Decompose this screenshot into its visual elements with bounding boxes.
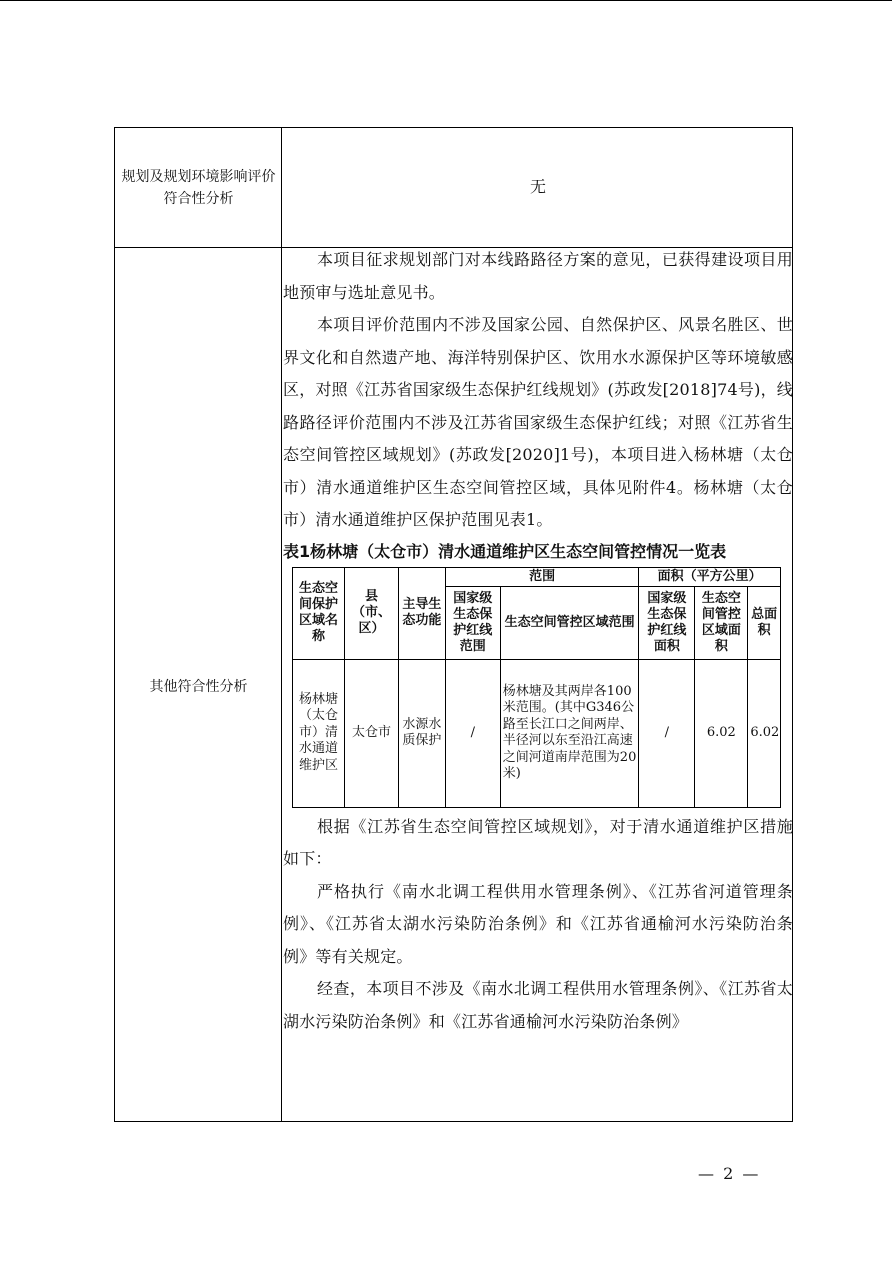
cell-county: 太仓市 xyxy=(344,659,398,807)
table-caption: 表1杨林塘（太仓市）清水通道维护区生态空间管控情况一览表 xyxy=(283,541,727,561)
header-total-area: 总面积 xyxy=(748,586,781,659)
page-number: — 2 — xyxy=(698,1164,761,1183)
other-compliance-label: 其他符合性分析 xyxy=(149,679,248,695)
paragraph: 本项目征求规划部门对本线路路径方案的意见，已获得建设项目用地预审与选址意见书。 xyxy=(283,250,793,302)
other-compliance-content xyxy=(283,244,793,1038)
header-area-group: 面积（平方公里） xyxy=(639,567,781,586)
cell-national-area: / xyxy=(639,659,695,807)
paragraph: 本项目评价范围内不涉及国家公园、自然保护区、风景名胜区、世界文化和自然遗产地、海洋特别保护区、饮用水水源保护区等环境敏感区，对照《江苏省国家级生态保护红线规划》(苏政发[2018]74号)，线路路径评价范围内不涉及江苏省国家级生态保护红线；对照《江苏省生态空间管控区域规划》(苏政发[2020]1号)，本项目进入杨林塘（太仓市）清水通道维护区生态空间管控区域，具体见附件4。杨林塘（太仓市）清水通道维护区保护范围见表1。 xyxy=(283,315,793,529)
paragraph: 严格执行《南水北调工程供用水管理条例》、《江苏省河道管理条例》、《江苏省太湖水污染防治条例》和《江苏省通榆河水污染防治条例》等有关规定。 xyxy=(283,881,793,966)
cell-eco-scope: 杨林塘及其两岸各100米范围。(其中G346公路至长江口之间两岸、半径河以东至沿江高速之间河道南岸范围为20米) xyxy=(500,659,639,807)
header-county: 县（市、区） xyxy=(344,567,398,659)
planning-label: 规划及规划环境影响评价符合性分析 xyxy=(121,169,276,207)
planning-content: 无 xyxy=(529,177,546,196)
header-eco-area: 生态空间管控区域面积 xyxy=(695,586,748,659)
header-eco-scope: 生态空间管控区域范围 xyxy=(500,586,639,659)
header-function: 主导生态功能 xyxy=(398,567,445,659)
eco-space-table xyxy=(292,567,781,808)
paragraph: 根据《江苏省生态空间管控区域规划》，对于清水通道维护区措施如下： xyxy=(283,816,793,868)
compliance-table xyxy=(114,127,793,1122)
header-scope-group: 范围 xyxy=(445,567,639,586)
header-national-scope: 国家级生态保护红线范围 xyxy=(445,586,500,659)
header-national-area: 国家级生态保护红线面积 xyxy=(639,586,695,659)
paragraph: 经查，本项目不涉及《南水北调工程供用水管理条例》、《江苏省太湖水污染防治条例》和《江苏省通榆河水污染防治条例》 xyxy=(283,979,793,1031)
cell-eco-area: 6.02 xyxy=(695,659,748,807)
cell-name: 杨林塘（太仓市）清水通道维护区 xyxy=(293,659,345,807)
cell-total-area: 6.02 xyxy=(748,659,781,807)
header-name: 生态空间保护区域名称 xyxy=(293,567,345,659)
column-divider xyxy=(281,128,282,1121)
top-rule xyxy=(0,0,892,1)
cell-national-scope: / xyxy=(445,659,500,807)
cell-function: 水源水质保护 xyxy=(398,659,445,807)
